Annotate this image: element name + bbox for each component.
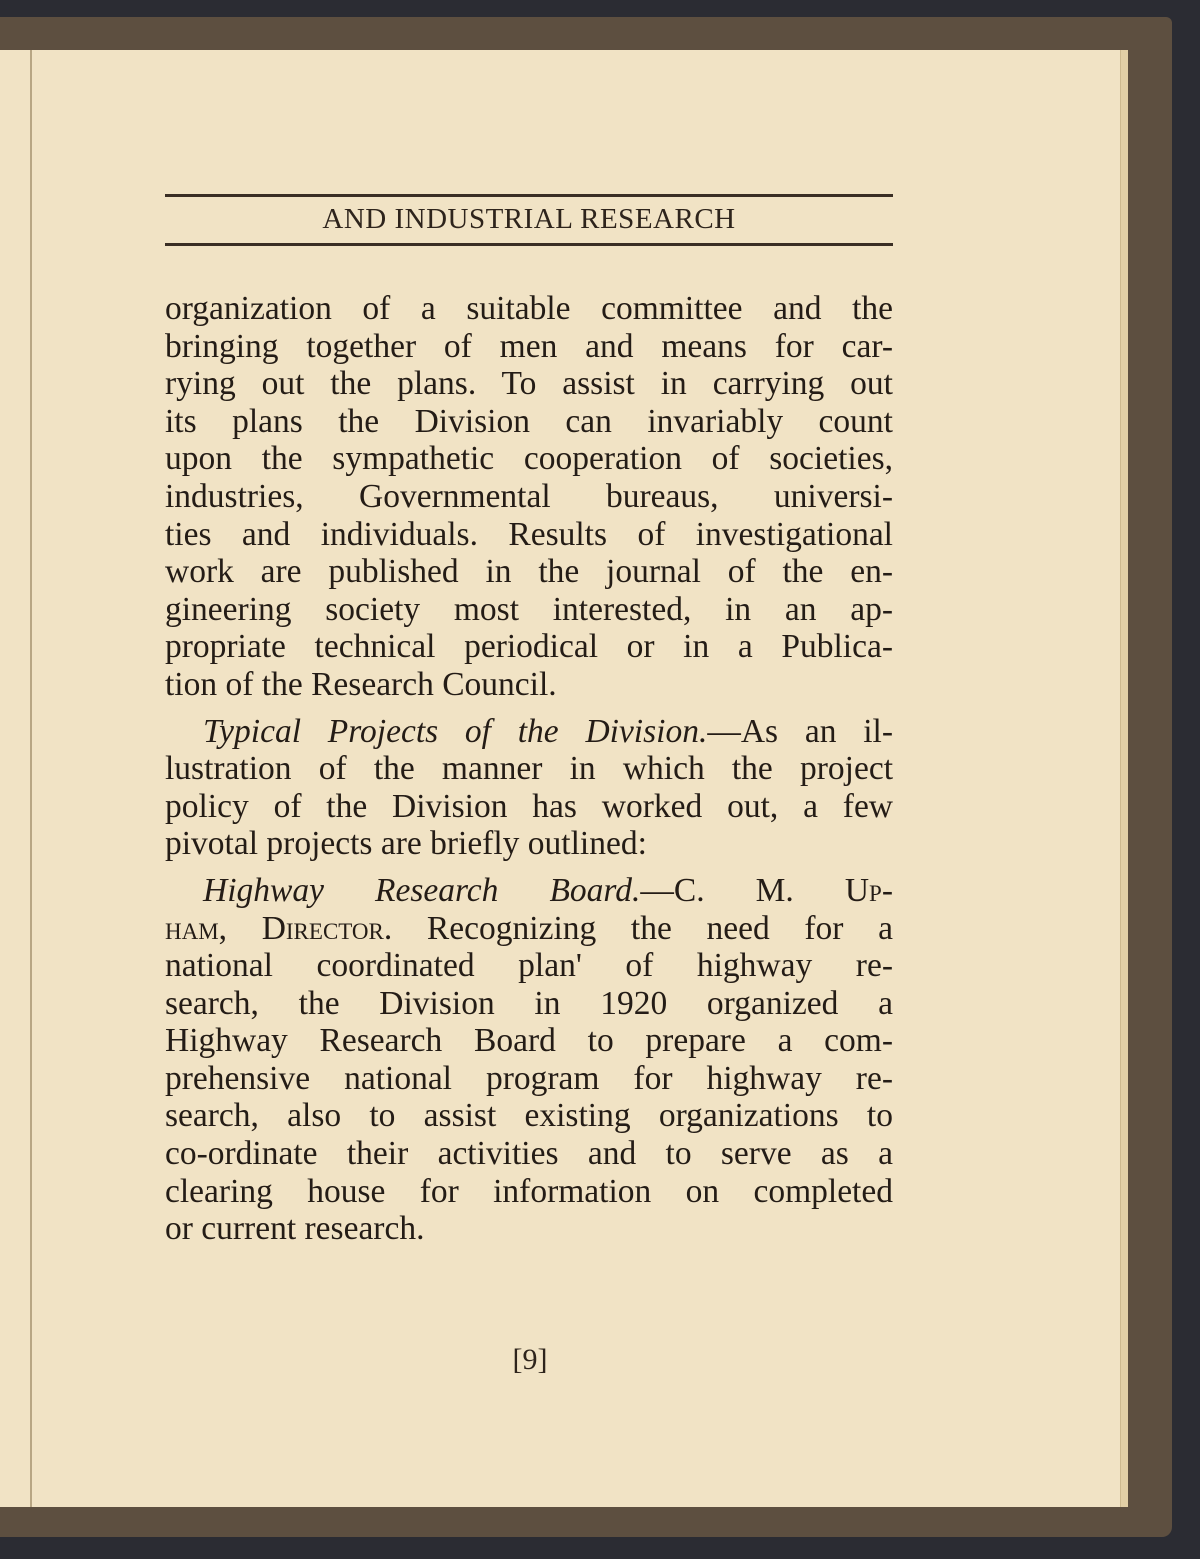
text-span: Recognizing the need for a <box>392 909 893 947</box>
header-rule-top <box>165 194 893 197</box>
text-line: gineering society most interested, in an ap- <box>165 590 893 628</box>
text-line: national coordinated plan' of highway re- <box>165 947 893 985</box>
text-line <box>165 872 893 910</box>
section-heading: Highway Research Board. <box>203 871 641 909</box>
text-line: prehensive national program for highway re- <box>165 1059 893 1097</box>
page-edge <box>1120 50 1128 1507</box>
gutter-line <box>30 50 32 1507</box>
text-line: Highway Research Board to prepare a com- <box>165 1022 893 1060</box>
text-line: lustration of the manner in which the project <box>165 750 893 788</box>
header-rule-bottom <box>165 243 893 246</box>
text-span: —As an il- <box>707 712 893 750</box>
paragraph-3 <box>165 872 893 1248</box>
text-line: policy of the Division has worked out, a few <box>165 787 893 825</box>
text-line <box>165 713 893 751</box>
text-line <box>165 910 893 948</box>
text-line: industries, Governmental bureaus, universi- <box>165 477 893 515</box>
director-title: ham, Director. <box>165 909 393 947</box>
text-line: pivotal projects are briefly outlined: <box>165 825 647 863</box>
text-line: work are published in the journal of the en- <box>165 553 893 591</box>
paragraph-1 <box>165 290 893 704</box>
text-line: organization of a suitable committee and the <box>165 290 893 327</box>
running-head: AND INDUSTRIAL RESEARCH <box>322 203 736 235</box>
text-line: ties and individuals. Results of investigational <box>165 515 893 553</box>
text-line: search, the Division in 1920 organized a <box>165 984 893 1022</box>
text-line: its plans the Division can invariably count <box>165 402 893 440</box>
text-line: upon the sympathetic cooperation of societies, <box>165 440 893 478</box>
text-line: propriate technical periodical or in a Publica- <box>165 628 893 666</box>
text-line: tion of the Research Council. <box>165 665 557 703</box>
text-line: co-ordinate their activities and to serve as a <box>165 1135 893 1173</box>
section-heading: Typical Projects of the Division. <box>203 712 708 750</box>
page-number: [9] <box>512 1343 548 1376</box>
paragraph-2 <box>165 713 893 863</box>
text-line: or current research. <box>165 1210 425 1248</box>
body-text <box>165 290 893 1257</box>
text-line: search, also to assist existing organizations to <box>165 1097 893 1135</box>
director-name: Up- <box>844 871 893 909</box>
text-span: —C. M. <box>640 871 845 909</box>
text-line: bringing together of men and means for car- <box>165 327 893 365</box>
text-line: clearing house for information on completed <box>165 1172 893 1210</box>
text-line: rying out the plans. To assist in carrying out <box>165 365 893 403</box>
